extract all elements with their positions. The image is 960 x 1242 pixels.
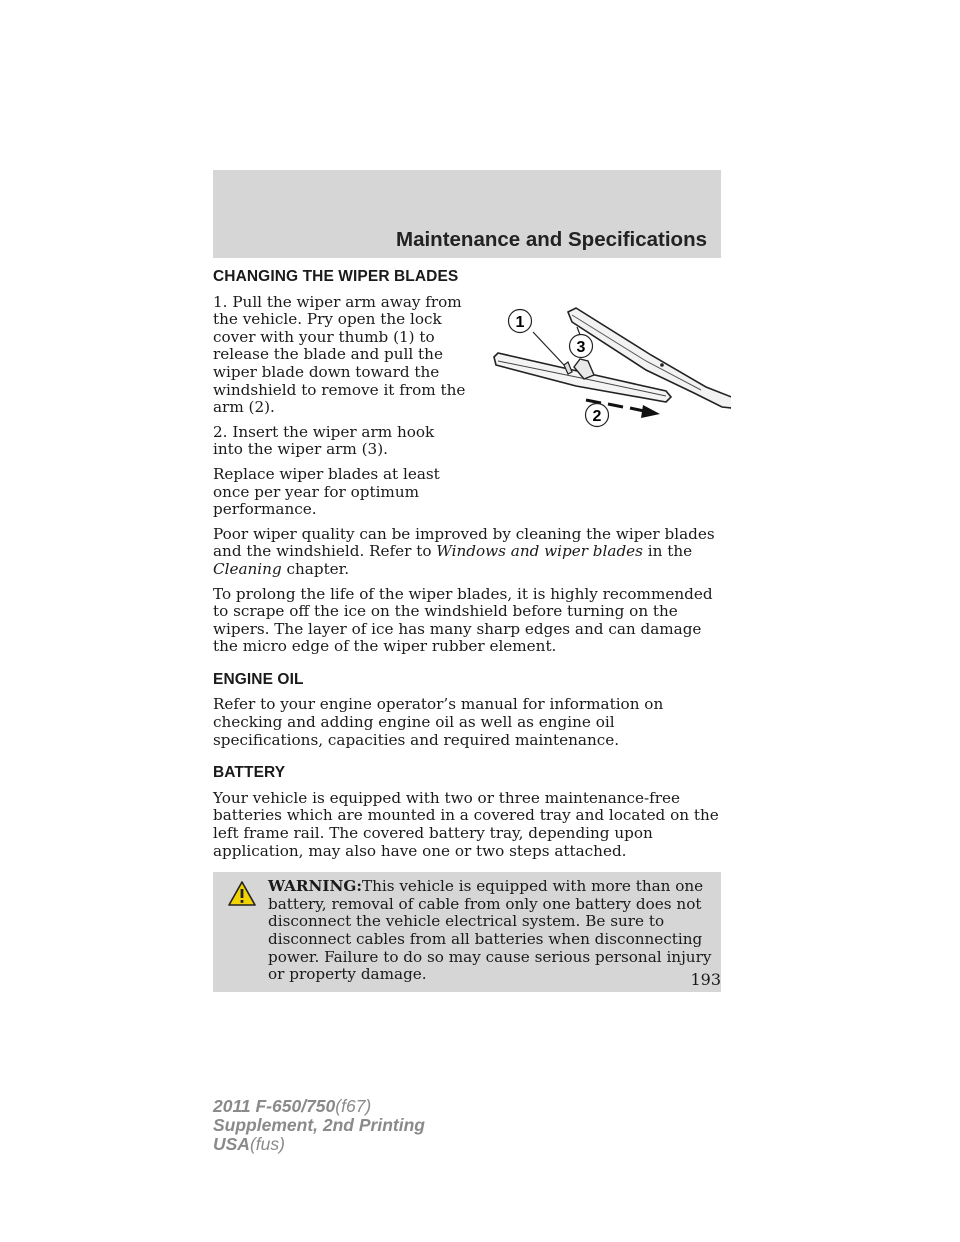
warning-text (218, 878, 716, 984)
engine-oil-section (213, 671, 721, 749)
cross-reference-windows: Windows and wiper blades (436, 542, 643, 561)
section-header (213, 170, 721, 258)
warning-body: This vehicle is equipped with more than one battery, removal of cable from only one battery does not disconnect the vehicle electrical system. Be sure to disconnect cables from all batteries when disconnecting power. Failure to do so may cause serious personal injury or property damage. (268, 877, 712, 984)
callout-label-1: 1 (515, 314, 525, 331)
wiper-blade-illustration (476, 295, 731, 457)
section-title: Maintenance and Specifications (396, 228, 707, 251)
warning-triangle-icon (227, 880, 257, 907)
footer-market: USA (213, 1134, 250, 1154)
footer-edition: Supplement, 2nd Printing (213, 1115, 425, 1135)
wiper-heading: CHANGING THE WIPER BLADES (213, 268, 459, 285)
engine-oil-text: Refer to your engine operator’s manual for information on checking and adding engine oil as well as engine oil specifications, capacities and required maintenance. (213, 695, 664, 749)
wiper-replace-note: Replace wiper blades at least once per year for optimum performance. (213, 464, 440, 519)
callout-1 (509, 310, 532, 333)
wiper-quality-paragraph (213, 526, 721, 579)
wiper-step-1: 1. Pull the wiper arm away from the vehicle. Pry open the lock cover with your thumb (1) to release the blade and pull the wiper blade down toward the windshield to remove it from the arm (2). (213, 292, 466, 417)
wiper-quality-text-2: in the (647, 542, 693, 561)
footer-market-code: (fus) (249, 1134, 285, 1154)
wiper-prolong-paragraph: To prolong the life of the wiper blades, it is highly recommended to scrape off the ice on the windshield before turning on the wipers. The layer of ice has many sharp edges and can damage the micro edge of the wiper rubber element. (213, 584, 713, 656)
battery-heading: BATTERY (213, 764, 286, 782)
print-footer (213, 1097, 425, 1154)
battery-text: Your vehicle is equipped with two or three maintenance-free batteries which are mounted in a covered tray and located on the left frame rail. The covered battery tray, depending upon application, may also have one or two steps attached. (213, 788, 719, 860)
cross-reference-cleaning: Cleaning (213, 559, 282, 578)
callout-2 (586, 404, 609, 427)
callout-label-2: 2 (592, 408, 602, 425)
wiper-quality-text: Poor wiper quality can be improved by cleaning the wiper blades and the windshield. Refer to (213, 524, 715, 561)
battery-section (213, 764, 721, 860)
engine-oil-heading: ENGINE OIL (213, 670, 304, 688)
page-number: 193 (690, 970, 721, 989)
callout-3 (570, 335, 593, 358)
wiper-step-2: 2. Insert the wiper arm hook into the wiper arm (3). (213, 422, 435, 459)
callout-label-3: 3 (576, 339, 586, 356)
page-content (213, 268, 721, 992)
footer-model-code: (f67) (335, 1096, 372, 1116)
wiper-quality-text-3: chapter. (286, 559, 350, 578)
footer-model: 2011 F-650/750 (213, 1096, 336, 1116)
warning-label: WARNING: (268, 877, 362, 896)
